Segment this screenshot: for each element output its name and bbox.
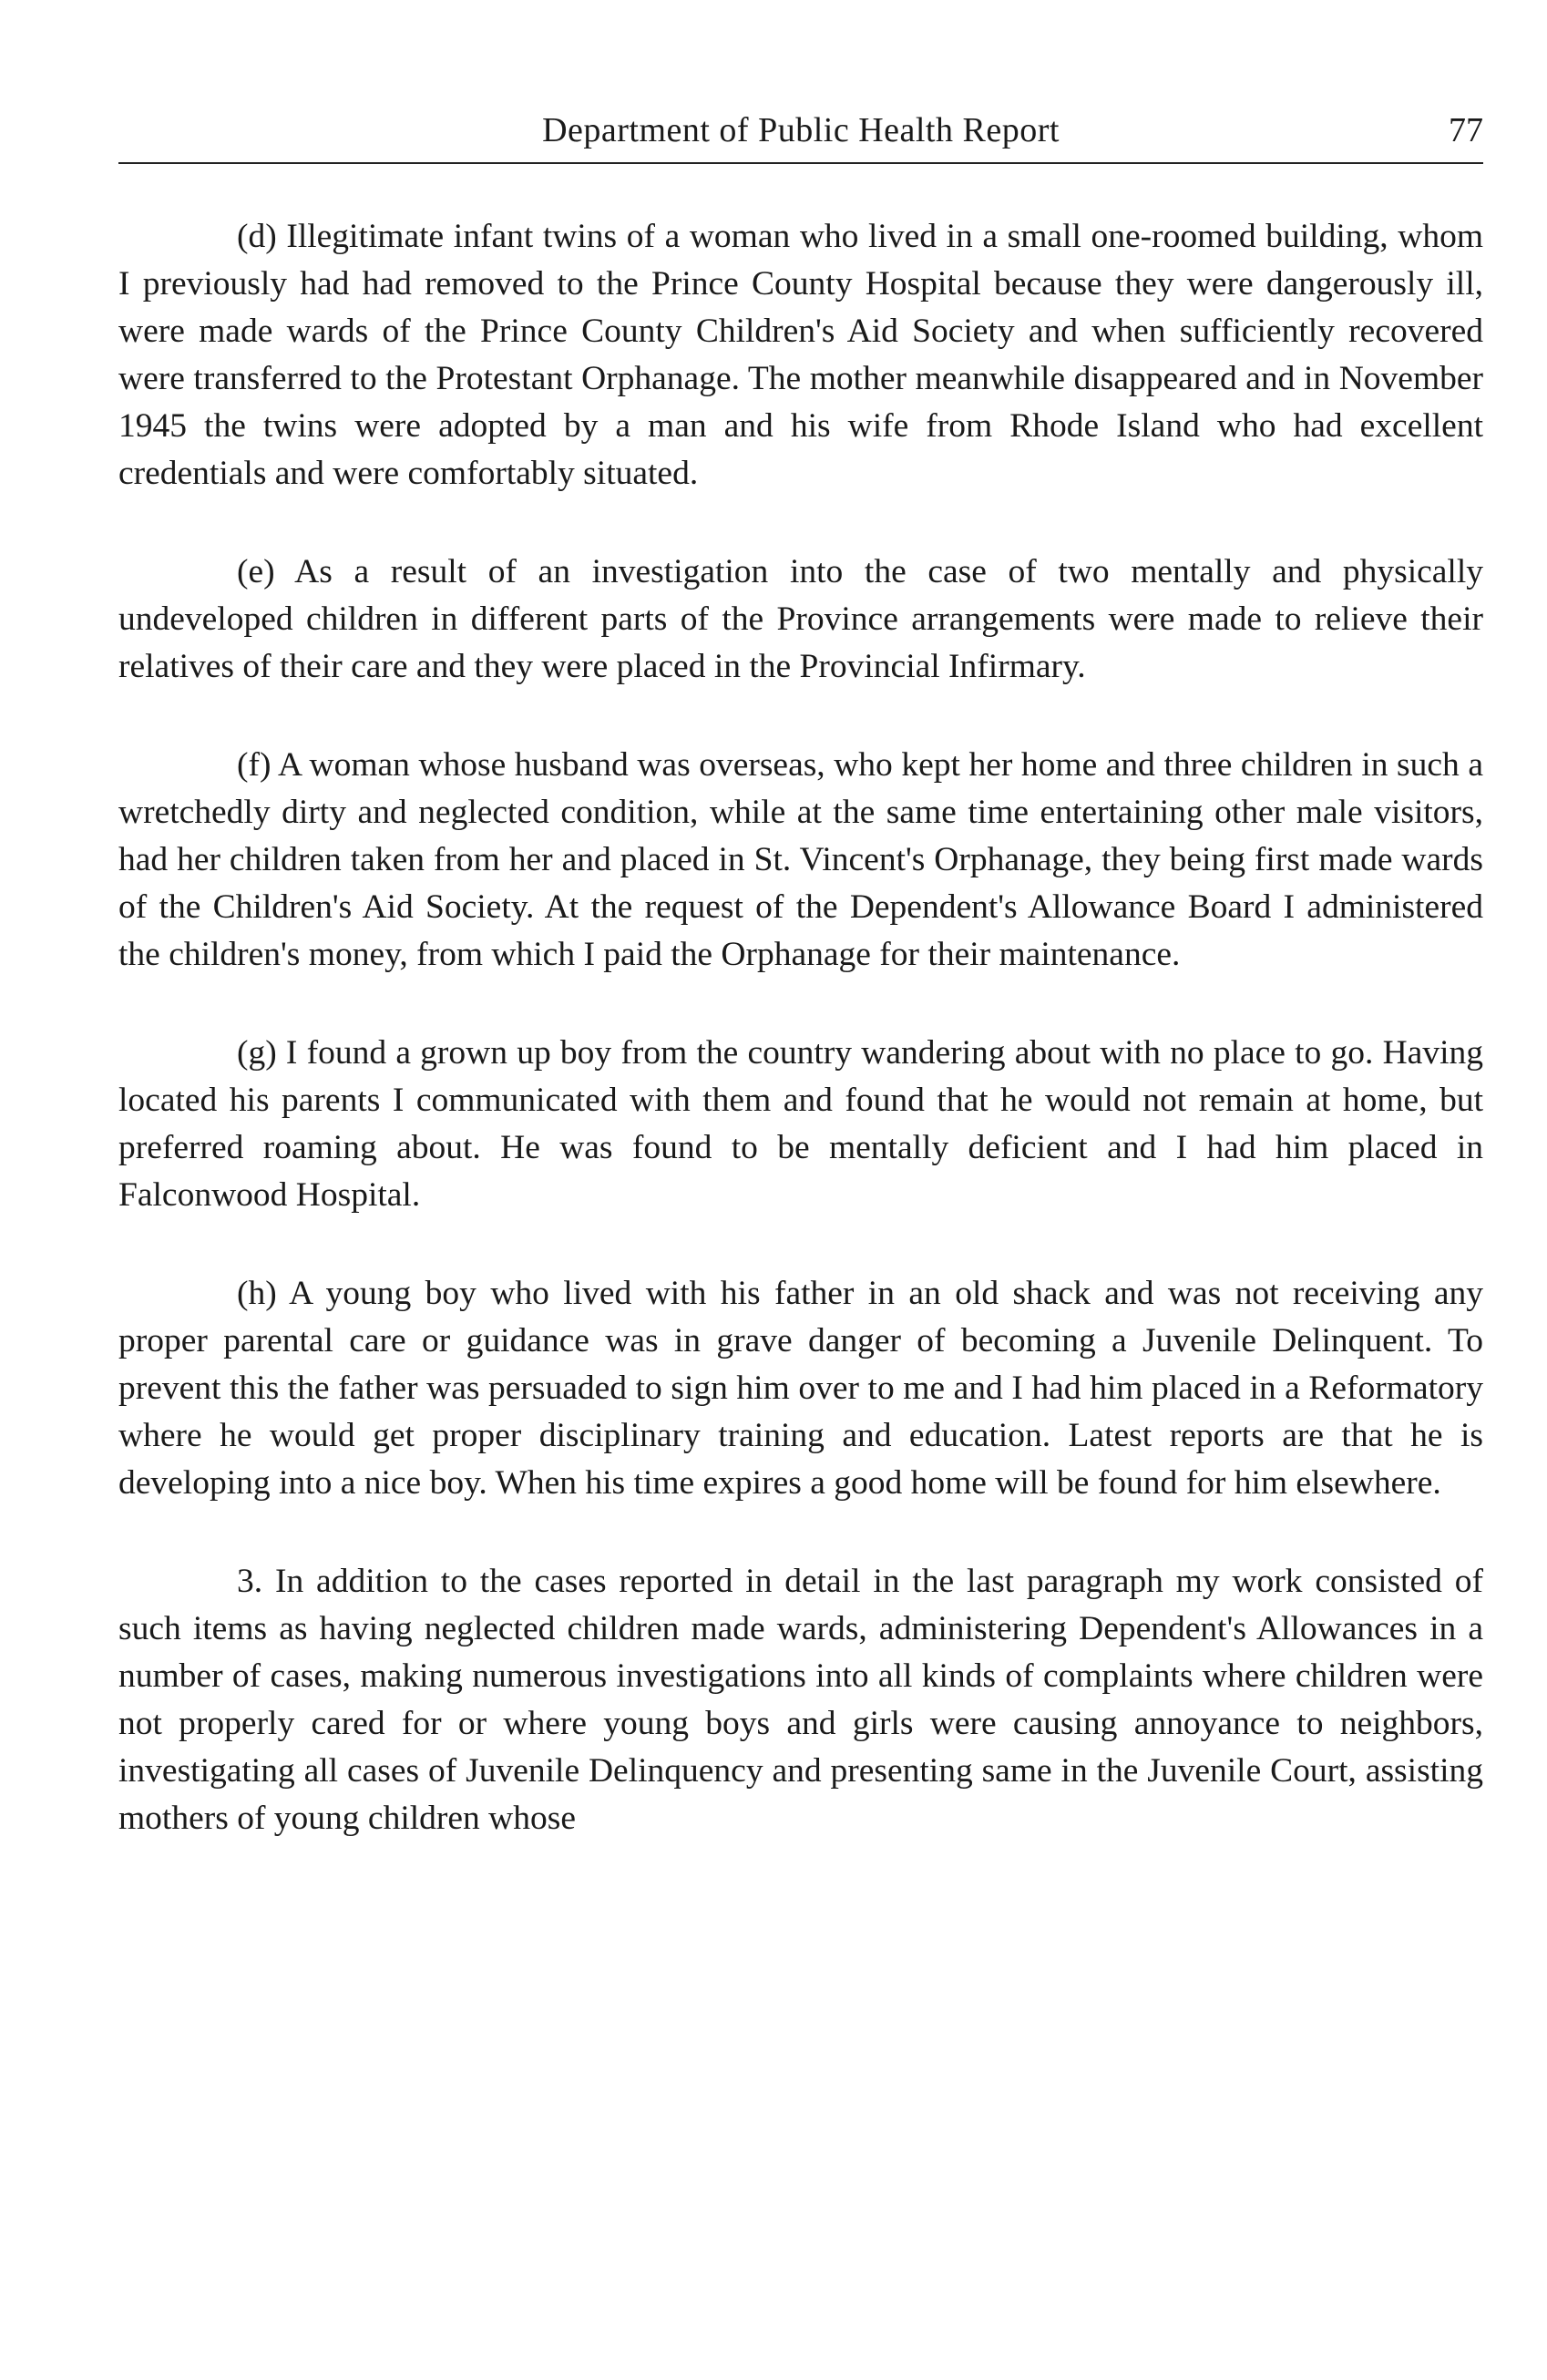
paragraph-e: (e) As a result of an investigation into the case of two mentally and physically undeveloped children in different parts of the Province arrangements were made to relieve their relatives of their care and they were placed in the Provincial Infirmary. (118, 553, 1483, 685)
report-page (118, 108, 1483, 1842)
body-text (118, 213, 1483, 1842)
paragraph-3: 3. In addition to the cases reported in detail in the last paragraph my work consisted of such items as having neglected children made wards, administering Dependent's Allowances in a number of cases, making numerous investigations into all kinds of complaints where children were not properly cared for or where young boys and girls were causing annoyance to neighbors, investigating all cases of Juvenile Delinquency and presenting same in the Juvenile Court, assisting mothers of young children whose (118, 1563, 1483, 1837)
header-title: Department of Public Health Report (542, 111, 1060, 149)
paragraph-d: (d) Illegitimate infant twins of a woman who lived in a small one-roomed building, whom I previously had had removed to the Prince County Hospital because they were dangerously ill, were made wards of the Prince County Children's Aid Society and when sufficiently recovered were transferred to the Protestant Orphanage. The mother meanwhile disappeared and in November 1945 the twins were adopted by a man and his wife from Rhode Island who had excellent credentials and were comfortably situated. (118, 218, 1483, 492)
paragraph-f: (f) A woman whose husband was overseas, who kept her home and three children in such a wretchedly dirty and neglected condition, while at the same time entertaining other male visitors, had her children taken from her and placed in St. Vincent's Orphanage, they being first made wards of the Children's Aid Society. At the request of the Dependent's Allowance Board I administered the children's money, from which I paid the Orphanage for their maintenance. (118, 746, 1483, 973)
paragraph-h: (h) A young boy who lived with his father in an old shack and was not receiving any proper parental care or guidance was in grave danger of becoming a Juvenile Delinquent. To prevent this the father was persuaded to sign him over to me and I had him placed in a Reformatory where he would get proper disciplinary training and education. Latest reports are that he is developing into a nice boy. When his time expires a good home will be found for him elsewhere. (118, 1275, 1483, 1502)
paragraph-g: (g) I found a grown up boy from the country wandering about with no place to go. Having located his parents I communicated with them and found that he would not remain at home, but preferred roaming about. He was found to be mentally deficient and I had him placed in Falconwood Hospital. (118, 1034, 1483, 1214)
page-number: 77 (1449, 111, 1483, 149)
running-header (118, 108, 1483, 164)
